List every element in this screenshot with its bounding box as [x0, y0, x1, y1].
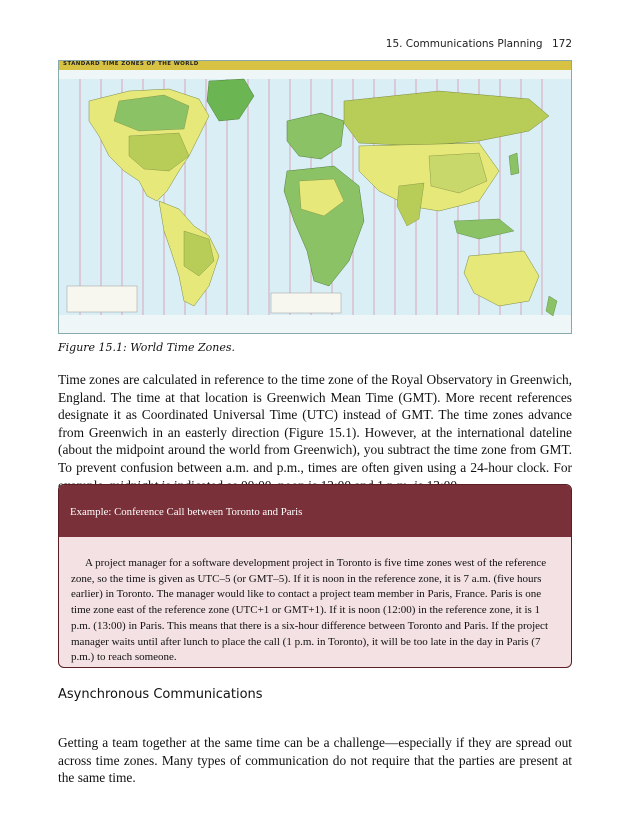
paragraph-asynchronous: Getting a team together at the same time can be a challenge—especially if they are spread out across time zones. Many types of communication do not require that the parties are present at the same time. [58, 735, 572, 786]
australia-shape [464, 251, 539, 306]
figure-caption: Figure 15.1: World Time Zones. [58, 341, 236, 354]
section-heading: Asynchronous Communications [58, 687, 263, 702]
map-legend-box [271, 293, 341, 313]
map-title: STANDARD TIME ZONES OF THE WORLD [63, 61, 199, 67]
indonesia-shape [454, 219, 514, 239]
paragraph-time-zones: Time zones are calculated in reference to the time zone of the Royal Observatory in Greenwich, England. The time at that location is Greenwich Mean Time (GMT). More recent references designate it as Coordinated Universal Time (UTC) instead of GMT. The time zones advance from Greenwich in an easterly direction (Figure 15.1). However, at the international dateline (about the midpoint around the world from Greenwich), you subtract the time zone from GMT. To prevent confusion between a.m. and p.m., times are often given using a 24-hour clock. For [58, 372, 572, 475]
map-scale-box [67, 286, 137, 312]
india-shape [397, 183, 424, 226]
greenland-shape [207, 79, 254, 121]
page-number: 172 [551, 38, 572, 50]
example-body: A project manager for a software development project in Toronto is five time zones west of the reference zone, so the time is given as UTC–5 (or GMT–5). If it is noon in the reference zone, it is 7 a.m. (five hours earlier) in Toronto. The manager would like to contact a project team member in Paris, France. Paris is one time zone east of the reference zone (UTC+1 or GMT+1). If it is noon (12:00) in the reference zone, it is 1 p.m. (13:00) in Paris. This means that there is a six-hour difference between Toronto and Paris. If the project manager waits until after lunch to place the call (1 p.m. in Toronto), it will be too late in the day in Paris (7 p.m.) to reach someone. [71, 557, 548, 664]
zone-label-strip-bottom [59, 315, 571, 333]
world-time-zones-map [58, 60, 572, 334]
new-zealand-shape [546, 296, 557, 316]
europe-shape [287, 113, 344, 159]
chapter-title: 15. Communications Planning [385, 38, 543, 50]
map-graphic [59, 61, 571, 333]
japan-shape [509, 153, 519, 175]
example-title: Example: Conference Call between Toronto and Paris [59, 485, 571, 537]
running-head [386, 38, 572, 50]
example-callout [58, 484, 572, 668]
zone-label-strip-top [59, 70, 571, 79]
russia-shape [344, 91, 549, 146]
